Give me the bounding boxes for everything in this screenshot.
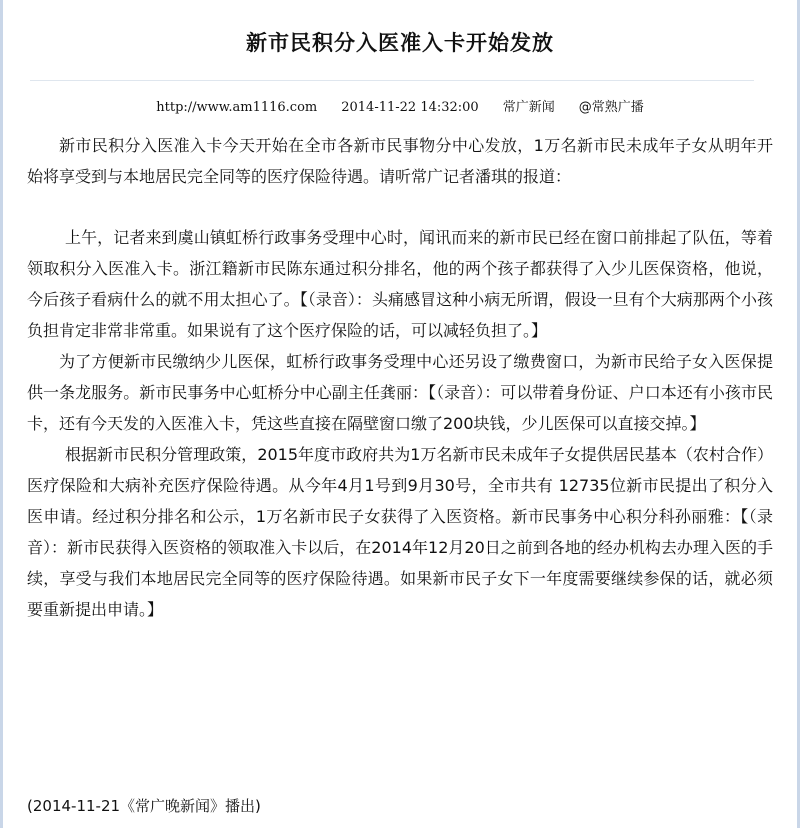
article-body xyxy=(27,130,773,625)
paragraph-intro: 新市民积分入医准入卡今天开始在全市各新市民事物分中心发放，1万名新市民未成年子女从明年开始将享受到与本地居民完全同等的医疗保险待遇。请听常广记者潘琪的报道： xyxy=(27,136,773,186)
paragraph-policy: 根据新市民积分管理政策，2015年度市政府共为1万名新市民未成年子女提供居民基本（农村合作）医疗保险和大病补充医疗保险待遇。从今年4月1号到9月30号，全市共有 12735位新市民提出了积分入医申请。经过积分排名和公示，1万名新市民子女获得了入医资格。新市民事务中心积分科孙丽雅：【（录音）：新市民获得入医资格的领取准入卡以后，在2014年12月20日之前到各地的经办机构去办理入医的手续，享受与我们本地居民完全同等的医疗保险待遇。如果新市民子女下一年度需要继续参保的话，就必须要重新提出申请。】 xyxy=(27,445,773,619)
article-meta xyxy=(0,96,800,115)
meta-author: @常熟广播 xyxy=(578,100,644,115)
paragraph-payment-window: 为了方便新市民缴纳少儿医保，虹桥行政事务受理中心还另设了缴费窗口，为新市民给子女入医保提供一条龙服务。新市民事务中心虹桥分中心副主任龚丽：【（录音）：可以带着身份证、户口本还有小孩市民卡，还有今天发的入医准入卡，凭这些直接在隔壁窗口缴了200块钱，少儿医保可以直接交掉。】 xyxy=(27,352,773,433)
broadcast-footer: (2014-11-21《常广晚新闻》播出) xyxy=(27,797,261,815)
left-border xyxy=(0,0,3,828)
title-divider xyxy=(30,80,754,81)
paragraph-report: 上午，记者来到虞山镇虹桥行政事务受理中心时，闻讯而来的新市民已经在窗口前排起了队伍，等着领取积分入医准入卡。浙江籍新市民陈东通过积分排名，他的两个孩子都获得了入少儿医保资格，他说，今后孩子看病什么的就不用太担心了。【（录音）：头痛感冒这种小病无所谓，假设一旦有个大病那两个小孩负担肯定非常非常重。如果说有了这个医疗保险的话，可以减轻负担了。】 xyxy=(27,228,773,340)
meta-source: 常广新闻 xyxy=(502,100,555,115)
paragraph-gap xyxy=(27,192,773,222)
meta-datetime: 2014-11-22 14:32:00 xyxy=(341,100,479,115)
meta-url[interactable]: http://www.am1116.com xyxy=(156,100,318,115)
article-title: 新市民积分入医准入卡开始发放 xyxy=(246,31,554,55)
